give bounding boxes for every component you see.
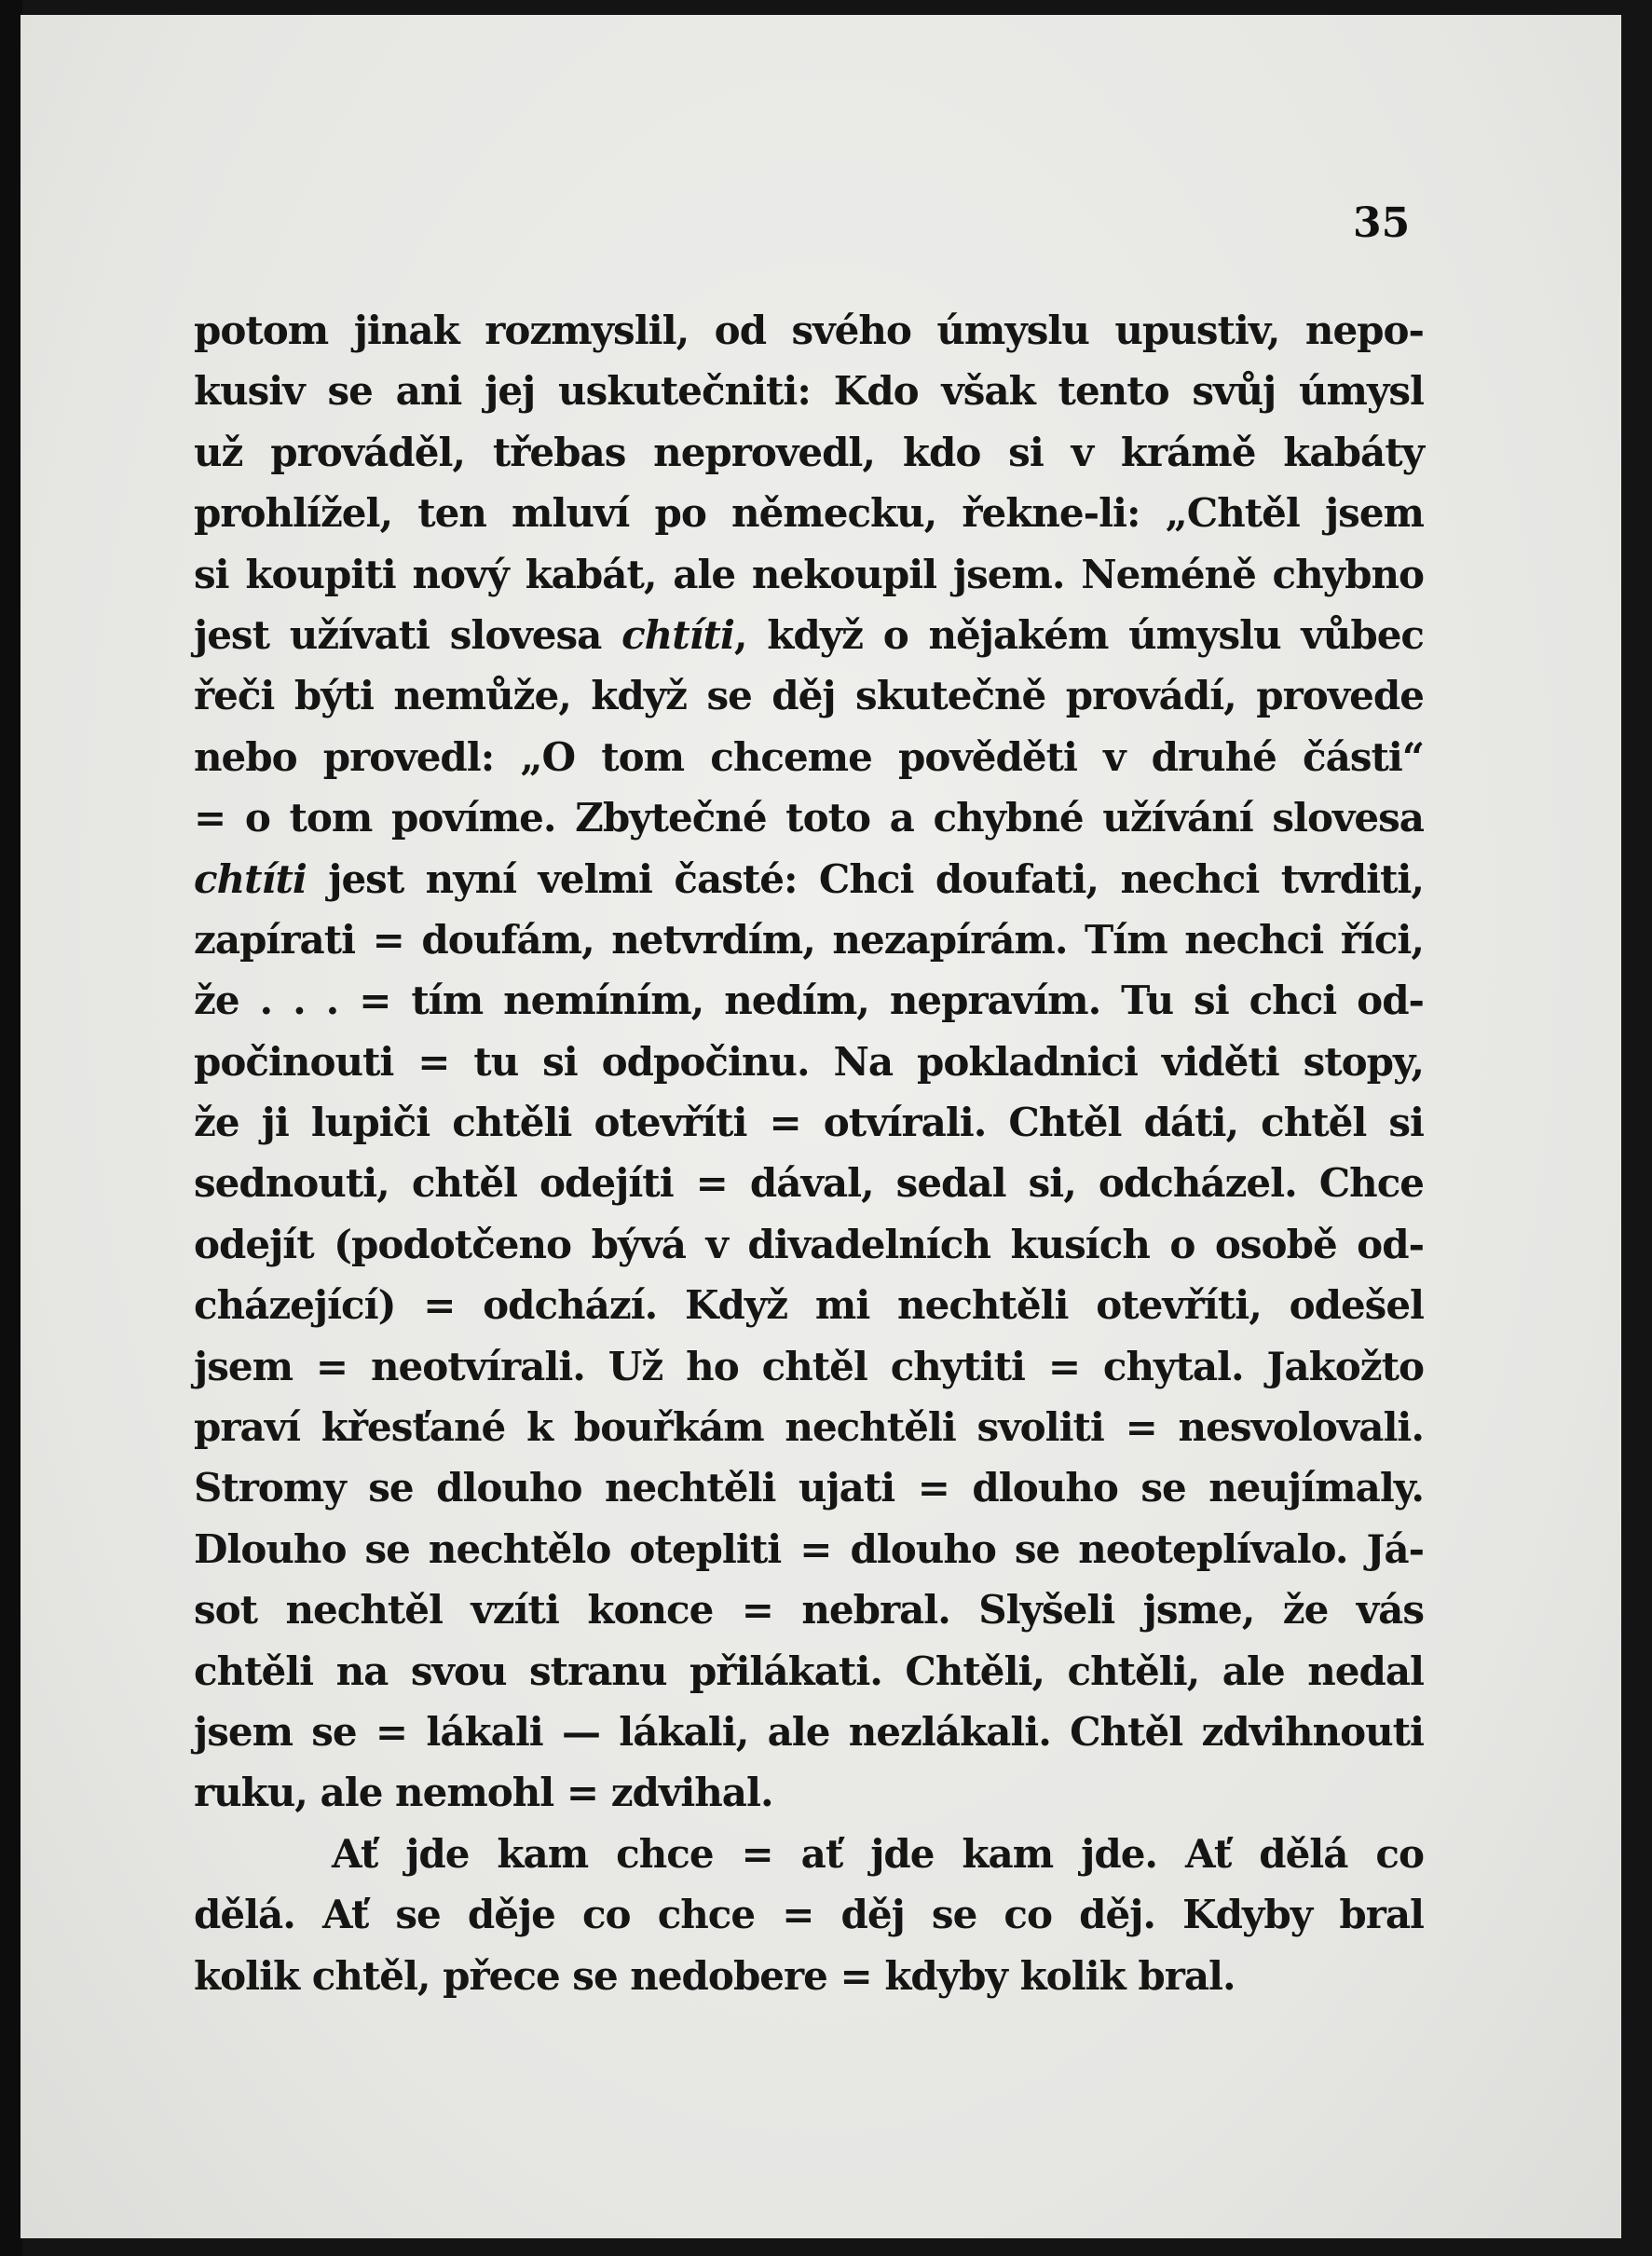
- text-line: jsem = neotvírali. Už ho chtěl chytiti = chytal. Jakožto: [194, 1343, 1424, 1389]
- text-line: sot nechtěl vzíti konce = nebral. Slyšeli jsme, že vás: [194, 1587, 1424, 1634]
- text-line: nebo provedl: „O tom chceme pověděti v druhé části“: [194, 733, 1424, 780]
- text-line: si koupiti nový kabát, ale nekoupil jsem. Neméně chybno: [194, 551, 1424, 597]
- text-line: chtíti jest nyní velmi časté: Chci doufati, nechci tvrditi,: [194, 855, 1424, 902]
- text-line: Stromy se dlouho nechtěli ujati = dlouho se neujímaly.: [194, 1465, 1424, 1511]
- text-line: zapírati = doufám, netvrdím, nezapírám. Tím nechci říci,: [194, 916, 1424, 963]
- body-text: [194, 300, 1424, 2006]
- italic-word: chtíti: [621, 611, 734, 658]
- page-number: 35: [1353, 199, 1411, 247]
- text-line: jest užívati slovesa chtíti, když o nějakém úmyslu vůbec: [194, 611, 1424, 658]
- text-line: chtěli na svou stranu přilákati. Chtěli, chtěli, ale nedal: [194, 1648, 1424, 1694]
- text-line: kolik chtěl, přece se nedobere = kdyby kolik bral.: [194, 1952, 1236, 1999]
- text-line: počinouti = tu si odpočinu. Na pokladnici viděti stopy,: [194, 1038, 1424, 1085]
- text-line: dělá. Ať se děje co chce = děj se co děj. Kdyby bral: [194, 1892, 1424, 1938]
- text-line: že . . . = tím nemíním, nedím, nepravím. Tu si chci od-: [194, 978, 1424, 1024]
- text-line: kusiv se ani jej uskutečniti: Kdo však tento svůj úmysl: [194, 368, 1424, 415]
- scan-edge: [0, 0, 22, 2256]
- text-line: už prováděl, třebas neprovedl, kdo si v krámě kabáty: [194, 429, 1424, 475]
- text-line: = o tom povíme. Zbytečné toto a chybné užívání slovesa: [194, 795, 1424, 841]
- text-line: prohlížel, ten mluví po německu, řekne-li: „Chtěl jsem: [194, 490, 1424, 537]
- text-line: Dlouho se nechtělo otepliti = dlouho se neoteplívalo. Já-: [194, 1525, 1424, 1572]
- text-line: Ať jde kam chce = ať jde kam jde. Ať dělá co: [332, 1830, 1424, 1877]
- text-line: řeči býti nemůže, když se děj skutečně provádí, provede: [194, 673, 1424, 719]
- text-line: potom jinak rozmyslil, od svého úmyslu upustiv, nepo-: [194, 308, 1424, 353]
- text-line: jsem se = lákali — lákali, ale nezlákali. Chtěl zdvihnouti: [194, 1708, 1424, 1755]
- italic-word: chtíti: [194, 855, 307, 902]
- text-line: praví křesťané k bouřkám nechtěli svoliti = nesvolovali.: [194, 1404, 1424, 1451]
- text-line: sednouti, chtěl odejíti = dával, sedal si, odcházel. Chce: [194, 1160, 1424, 1207]
- text-line: odejít (podotčeno bývá v divadelních kusích o osobě od-: [194, 1221, 1424, 1267]
- text-line: cházející) = odchází. Když mi nechtěli otevříti, odešel: [194, 1282, 1424, 1329]
- text-line: ruku, ale nemohl = zdvihal.: [194, 1770, 773, 1816]
- text-line: že ji lupiči chtěli otevříti = otvírali. Chtěl dáti, chtěl si: [194, 1100, 1424, 1146]
